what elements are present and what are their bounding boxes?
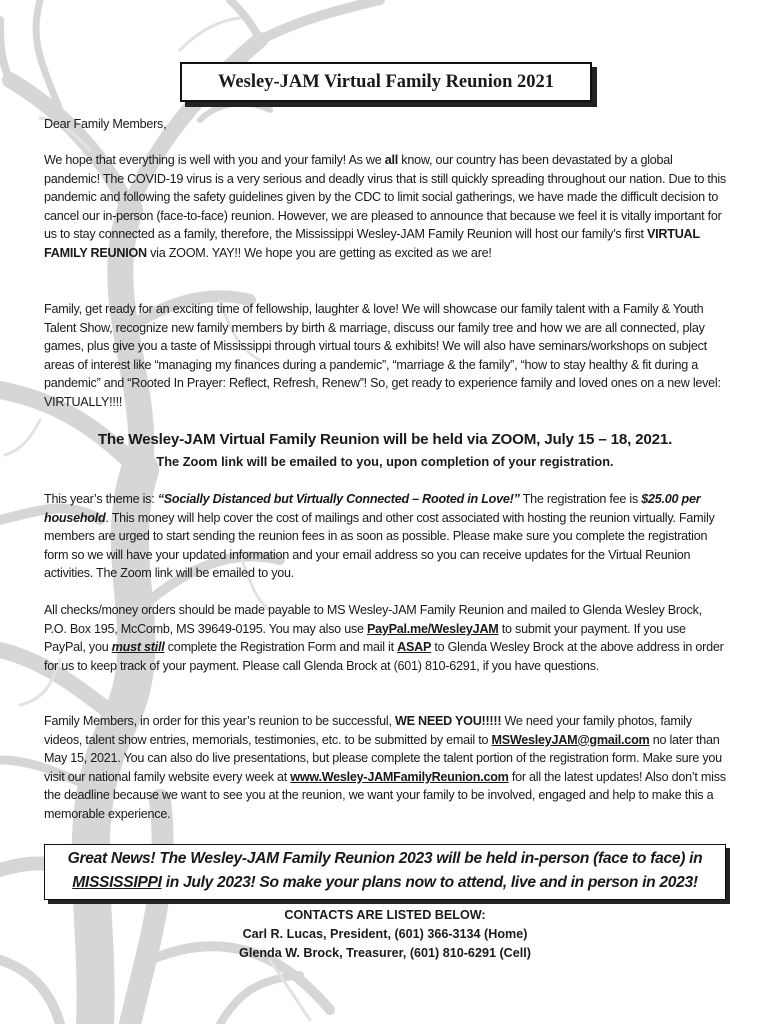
- website-link[interactable]: www.Wesley-JAMFamilyReunion.com: [290, 769, 509, 784]
- submissions-paragraph: [44, 712, 726, 824]
- contacts-heading: CONTACTS ARE LISTED BELOW:: [284, 908, 486, 922]
- payment-paragraph: [44, 601, 726, 675]
- paypal-link[interactable]: PayPal.me/WesleyJAM: [367, 621, 499, 636]
- email-link[interactable]: MSWesleyJAM@gmail.com: [491, 732, 650, 747]
- submissions-text-2: We need your family photos, family videos, talent show entries, memorials, testimonies, etc. to be submitted by email to: [44, 714, 692, 747]
- zoom-subheading: The Zoom link will be emailed to you, upon completion of your registration.: [156, 454, 614, 469]
- news-text-1: Great News! The Wesley-JAM Family Reunion 2023 will be held in-person (face to face) in: [67, 850, 703, 867]
- great-news-box: [44, 844, 726, 900]
- intro-text-3: via ZOOM. YAY!! We hope you are getting as excited as we are!: [146, 245, 492, 260]
- intro-emphasis-all: all: [384, 153, 399, 167]
- we-need-you-emphasis: WE NEED YOU!!!!!: [394, 714, 502, 728]
- news-text-2: in July 2023! So make your plans now to attend, live and in person in 2023!: [161, 874, 698, 891]
- submissions-text-3: no later than May 15, 2021. You can also do live presentations, but please complete the talent portion of the registration form. Make sure you visit our national family website every week at: [44, 732, 722, 784]
- news-mississippi: MISSISSIPPI: [72, 874, 162, 891]
- payment-text-1: All checks/money orders should be made payable to MS Wesley-JAM Family Reunion and mailed to Glenda Wesley Brock, P.O. Box 195, McComb, MS 39649-0195. You may also use: [44, 603, 702, 636]
- intro-text-1: We hope that everything is well with you and your family! As we: [44, 153, 385, 167]
- letter-title: Wesley-JAM Virtual Family Reunion 2021: [180, 62, 592, 102]
- submissions-text-1: Family Members, in order for this year’s reunion to be successful,: [44, 714, 395, 728]
- salutation: Dear Family Members,: [44, 117, 167, 131]
- intro-text-2: know, our country has been devastated by a global pandemic! The COVID-19 virus is a very serious and deadly virus that is still quickly spreading throughout our nation. Due to this pandemic and following the safety guidelines given by the CDC to limit social gatherings, we have made the difficult decision to cancel our in-person (face-to-face) reunion. However, we are pleased to announce that because we feel it is vitally important for us to stay connected as a family, therefore, the Mississippi Wesley-JAM Family Reunion will host our family’s first: [44, 153, 726, 242]
- zoom-heading: The Wesley-JAM Virtual Family Reunion will be held via ZOOM, July 15 – 18, 2021.: [97, 431, 673, 448]
- theme-quote: “Socially Distanced but Virtually Connected – Rooted in Love!”: [157, 492, 520, 506]
- theme-fee-paragraph: [44, 490, 726, 583]
- intro-paragraph: [44, 151, 726, 263]
- payment-text-4: to Glenda Wesley Brock at the above address in order for us to keep track of your payment. Please call Glenda Brock at (601) 810-6291, if you have questions.: [44, 640, 724, 673]
- registration-fee: $25.00 per household: [44, 492, 701, 525]
- theme-text-3: . This money will help cover the cost of mailings and other cost associated with hosting the reunion virtually. Family members are urged to start sending the reunion fees in as soon as possible. Please make sure you complete the registration form so we will have your updated information and your email address so you can receive updates for the Virtual Reunion activities. The Zoom link will be emailed to you.: [44, 510, 715, 581]
- submissions-text-4: for all the latest updates! Also don’t miss the deadline because we want to see you at the reunion, we want your family to be involved, engaged and help to make this a memorable experience.: [44, 769, 726, 821]
- must-still-emphasis: must still: [111, 640, 165, 655]
- contact-treasurer: Glenda W. Brock, Treasurer, (601) 810-6291 (Cell): [239, 946, 531, 960]
- theme-text-2: The registration fee is: [519, 492, 642, 506]
- payment-text-2: to submit your payment. If you use PayPal, you: [44, 621, 686, 655]
- asap-emphasis: ASAP: [397, 640, 432, 655]
- theme-text-1: This year’s theme is:: [44, 492, 158, 506]
- payment-text-3: complete the Registration Form and mail it: [164, 640, 398, 655]
- intro-virtual-reunion: VIRTUAL FAMILY REUNION: [44, 227, 700, 260]
- contact-president: Carl R. Lucas, President, (601) 366-3134 (Home): [242, 927, 528, 941]
- activities-paragraph: Family, get ready for an exciting time of fellowship, laughter & love! We will showcase our family talent with a Family & Youth Talent Show, recognize new family members by birth & marriage, discuss our family tree and how we are all connected, play games, plus give you a taste of Mississippi through virtual tours & exhibits! We will also have seminars/workshops on subject areas of interest like “managing my finances during a pandemic”, “marriage & the family”, “how to stay healthy & fit during a pandemic” and “Rooted In Prayer: Reflect, Refresh, Renew”! So, get ready to experience family and loved ones on a new level: VIRTUALLY!!!!: [44, 302, 721, 409]
